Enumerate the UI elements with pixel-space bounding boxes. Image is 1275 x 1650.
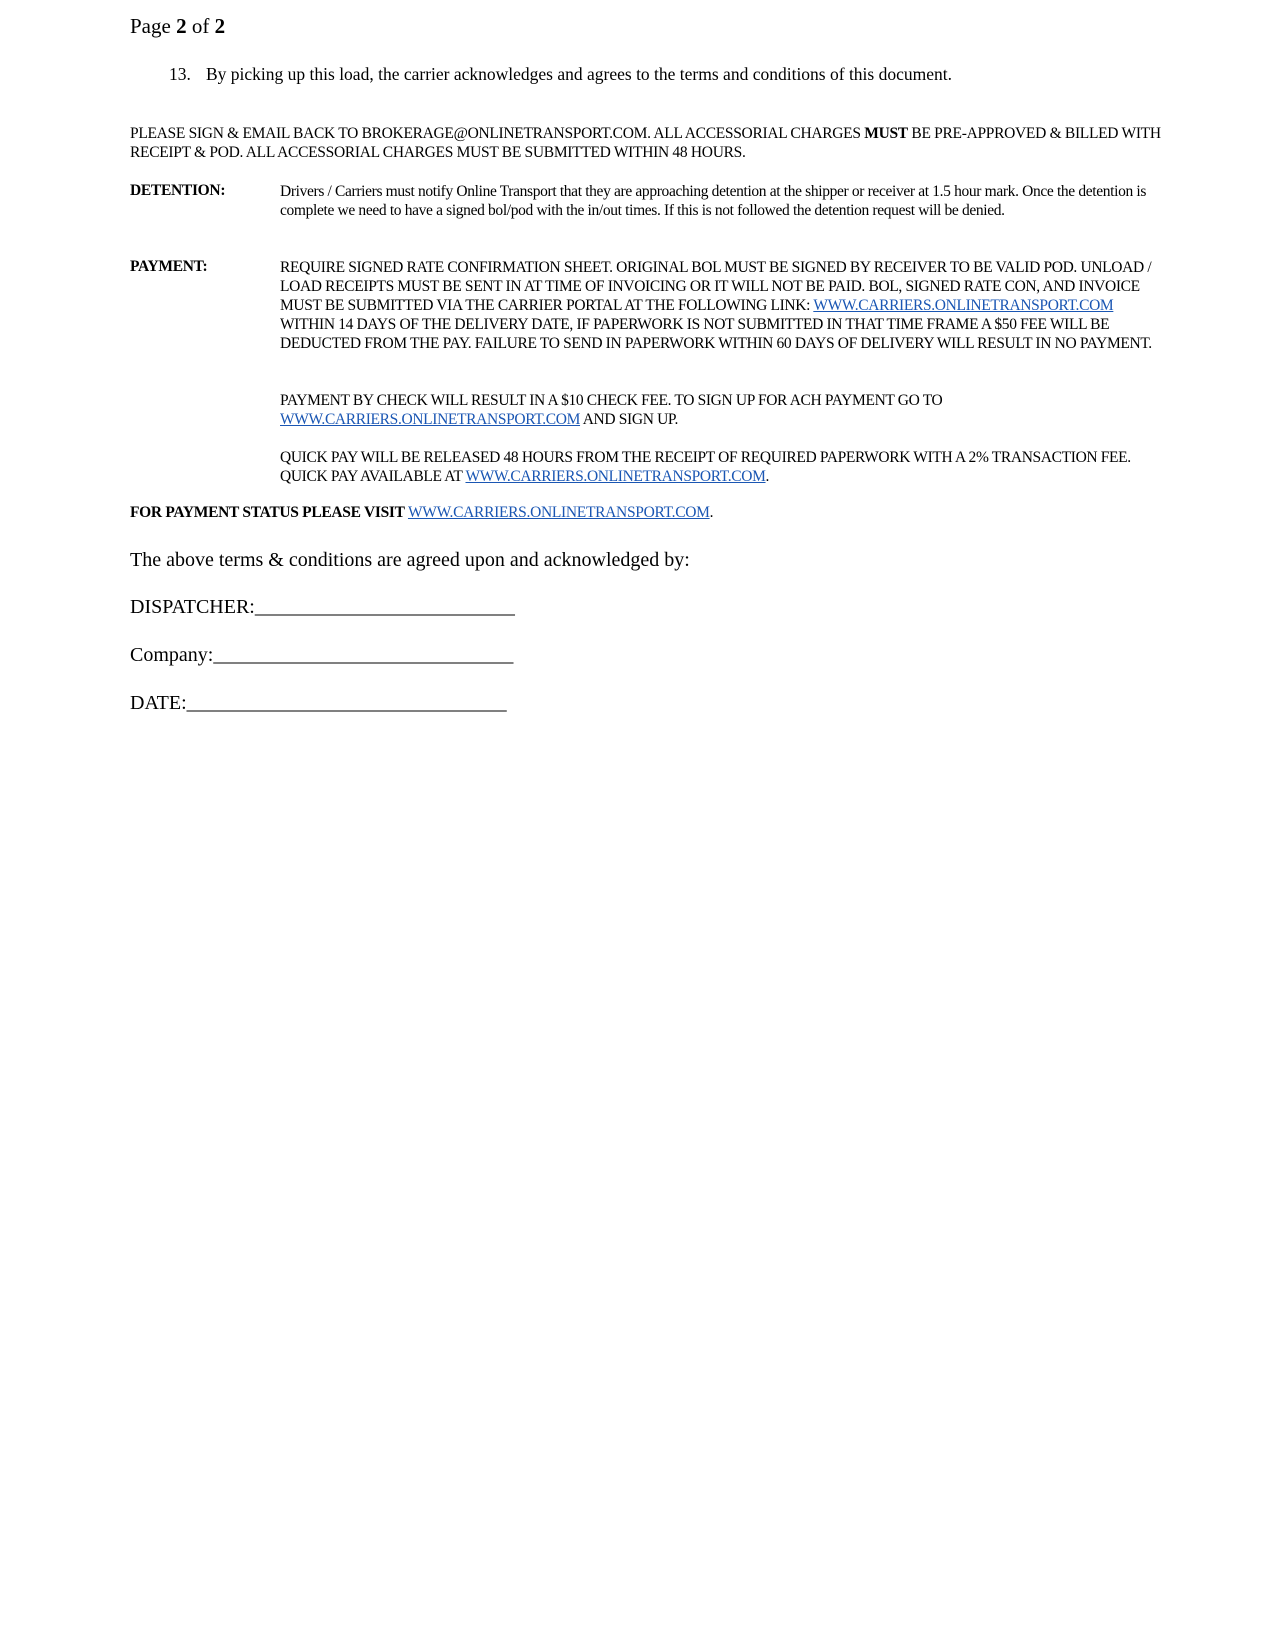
payment-status-link[interactable]: WWW.CARRIERS.ONLINETRANSPORT.COM <box>407 504 710 521</box>
accessorial-notice: PLEASE SIGN & EMAIL BACK TO BROKERAGE@ONLINETRANSPORT.COM. ALL ACCESSORIAL CHARGES MUST BE PRE-APPROVED & BILLED WITH RECEIPT & POD. ALL ACCESSORIAL CHARGES MUST BE SUBMITTED WITHIN 48 HOURS. <box>130 125 1161 161</box>
ach-signup-link[interactable]: WWW.CARRIERS.ONLINETRANSPORT.COM <box>280 411 581 428</box>
term-text: By picking up this load, the carrier acknowledges and agrees to the terms and conditions of this document. <box>206 64 952 84</box>
payment-label: PAYMENT: <box>130 258 208 275</box>
agreement-statement: The above terms & conditions are agreed upon and acknowledged by: <box>130 549 690 571</box>
quick-pay-link[interactable]: WWW.CARRIERS.ONLINETRANSPORT.COM <box>465 468 766 485</box>
payment-paragraph-2: PAYMENT BY CHECK WILL RESULT IN A $10 CHECK FEE. TO SIGN UP FOR ACH PAYMENT GO TO WWW.CARRIERS.ONLINETRANSPORT.COM AND SIGN UP. <box>280 392 943 428</box>
page-number: Page 2 of 2 <box>130 14 226 38</box>
detention-label: DETENTION: <box>130 182 226 199</box>
detention-text: Drivers / Carriers must notify Online Transport that they are approaching detention at the shipper or receiver at 1.5 hour mark. Once the detention is complete we need to have a signed bol/pod with the in/out times. If this is not followed the detention request will be denied. <box>280 183 1147 219</box>
carrier-portal-link[interactable]: WWW.CARRIERS.ONLINETRANSPORT.COM <box>813 297 1114 314</box>
payment-paragraph-1: REQUIRE SIGNED RATE CONFIRMATION SHEET. ORIGINAL BOL MUST BE SIGNED BY RECEIVER TO BE VALID POD. UNLOAD / LOAD RECEIPTS MUST BE SENT IN AT TIME OF INVOICING OR IT WILL NOT BE PAID. BOL, SIGNED RATE CON, AND INVOICE MUST BE SUBMITTED VIA THE CARRIER PORTAL AT THE FOLLOWING LINK: WWW.CARRIERS.ONLINETRANSPORT.COM WITHIN 14 DAYS OF THE DELIVERY DATE, IF PAPERWORK IS NOT SUBMITTED IN THAT TIME FRAME A $50 FEE WILL BE DEDUCTED FROM THE PAY. FAILURE TO SEND IN PAPERWORK WITHIN 60 DAYS OF DELIVERY WILL RESULT IN NO PAYMENT. <box>280 259 1152 352</box>
payment-status-line: FOR PAYMENT STATUS PLEASE VISIT WWW.CARRIERS.ONLINETRANSPORT.COM. <box>130 504 714 521</box>
term-number: 13. <box>169 64 191 84</box>
dispatcher-signature-line: DISPATCHER:__________________________ <box>130 596 515 618</box>
date-signature-line: DATE:________________________________ <box>130 692 507 714</box>
payment-paragraph-3: QUICK PAY WILL BE RELEASED 48 HOURS FROM THE RECEIPT OF REQUIRED PAPERWORK WITH A 2% TRANSACTION FEE. QUICK PAY AVAILABLE AT WWW.CARRIERS.ONLINETRANSPORT.COM. <box>280 449 1131 485</box>
company-signature-line: Company:______________________________ <box>130 644 514 666</box>
term-item-13 <box>169 64 952 85</box>
